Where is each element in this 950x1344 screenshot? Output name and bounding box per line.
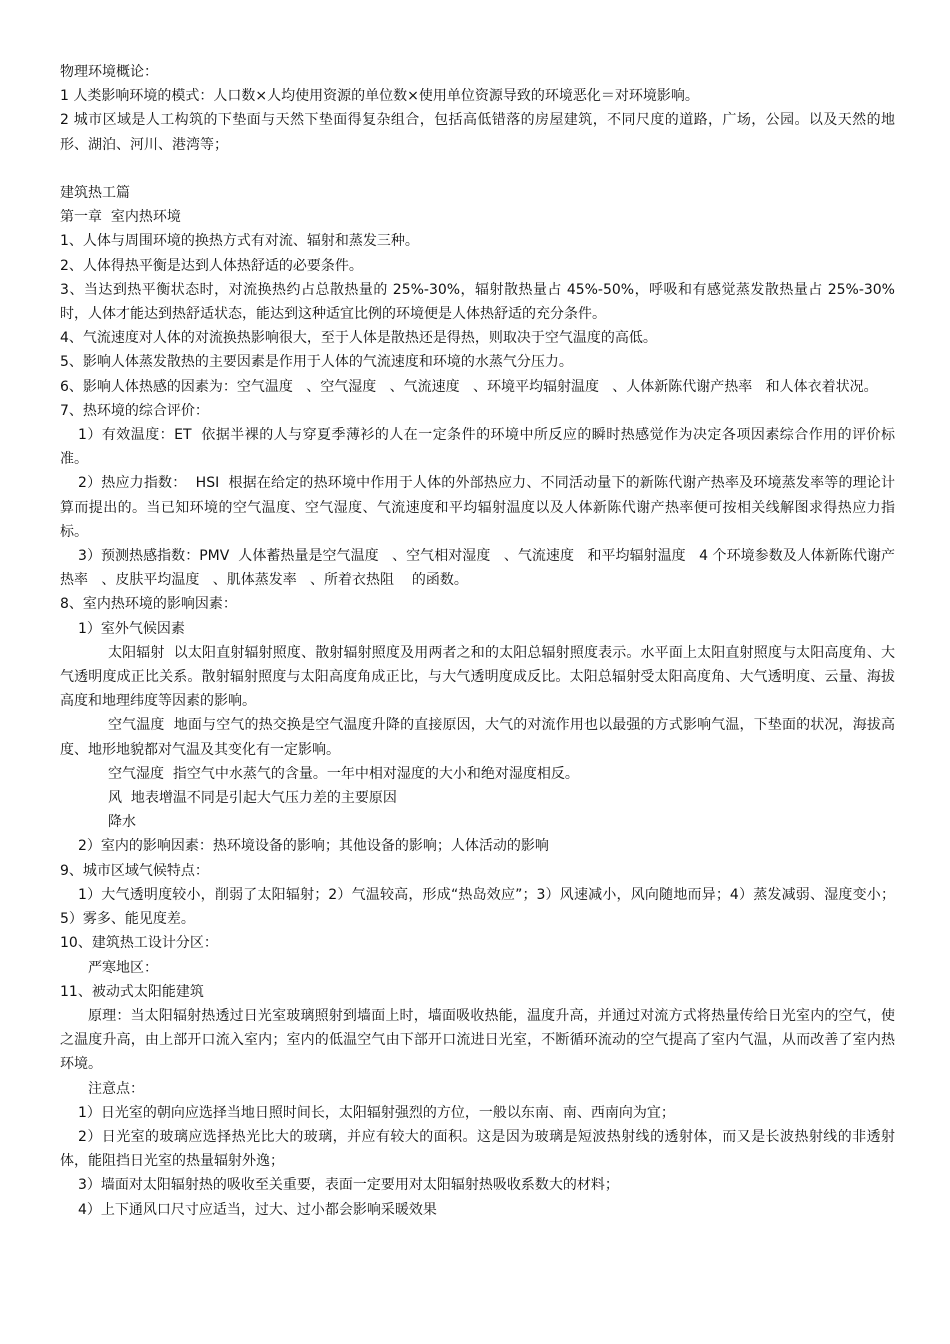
intro-item-1: 1 人类影响环境的模式：人口数×人均使用资源的单位数×使用单位资源导致的环境恶化＝对环境影响。	[60, 88, 699, 105]
point-2: 2、人体得热平衡是达到人体热舒适的必要条件。	[60, 257, 363, 274]
document-body	[60, 60, 895, 1222]
point-8-title: 8、室内热环境的影响因素：	[60, 596, 237, 613]
point-9-features: 1）大气透明度较小，削弱了太阳辐射；2）气温较高，形成“热岛效应”；3）风速减小，风向随地而异；4）蒸发减弱、湿度变小；5）雾多、能见度差。	[60, 886, 895, 928]
chapter-title: 第一章 室内热环境	[60, 209, 181, 226]
point-8-precipitation: 降水	[108, 814, 136, 831]
point-11-note-1: 1）日光室的朝向应选择当地日照时间长，太阳辐射强烈的方位，一般以东南、南、西南向为宜；	[78, 1104, 675, 1121]
point-8-wind: 风 地表增温不同是引起大气压力差的主要原因	[108, 790, 397, 807]
section-title: 建筑热工篇	[60, 185, 130, 201]
point-1: 1、人体与周围环境的换热方式有对流、辐射和蒸发三种。	[60, 233, 419, 250]
point-10-title: 10、建筑热工设计分区：	[60, 935, 218, 952]
point-8-indoor-factors: 2）室内的影响因素：热环境设备的影响；其他设备的影响；人体活动的影响	[78, 838, 549, 855]
point-8-air-humidity: 空气湿度 指空气中水蒸气的含量。一年中相对湿度的大小和绝对湿度相反。	[108, 765, 579, 782]
point-7-pmv: 3）预测热感指数：PMV 人体蓄热量是空气温度 、空气相对湿度 、气流速度 和平均辐射温度 4 个环境参数及人体新陈代谢产热率 、皮肤平均温度 、肌体蒸发率 、所着衣热阻 的函数。	[60, 548, 895, 589]
point-7-effective-temperature: 1）有效温度：ET 依据半裸的人与穿夏季薄衫的人在一定条件的环境中所反应的瞬时热感觉作为决定各项因素综合作用的评价标准。	[60, 427, 895, 468]
point-3: 3、当达到热平衡状态时，对流换热约占总散热量的 25%-30%，辐射散热量占 45%-50%，呼吸和有感觉蒸发散热量占 25%-30%时，人体才能达到热舒适状态，能达到这种适宜比例的环境便是人体热舒适的充分条件。	[60, 281, 895, 323]
point-6: 6、影响人体热感的因素为：空气温度 、空气湿度 、气流速度 、环境平均辐射温度 、人体新陈代谢产热率 和人体衣着状况。	[60, 378, 878, 395]
point-11-note-3: 3）墙面对太阳辐射热的吸收至关重要，表面一定要用对太阳辐射热吸收系数大的材料；	[78, 1177, 619, 1194]
point-11-principle: 原理：当太阳辐射热透过日光室玻璃照射到墙面上时，墙面吸收热能，温度升高，并通过对流方式将热量传给日光室内的空气，使之温度升高，由上部开口流入室内；室内的低温空气由下部开口流进日光室，不断循环流动的空气提高了室内气温，从而改善了室内热环境。	[60, 1007, 895, 1073]
point-11-note-2: 2）日光室的玻璃应选择热光比大的玻璃，并应有较大的面积。这是因为玻璃是短波热射线的透射体，而又是长波热射线的非透射体，能阻挡日光室的热量辐射外逸；	[60, 1128, 895, 1170]
point-9-title: 9、城市区域气候特点：	[60, 862, 209, 879]
intro-item-2: 2 城市区域是人工构筑的下垫面与天然下垫面得复杂组合，包括高低错落的房屋建筑，不同尺度的道路，广场，公园。以及天然的地形、湖泊、河川、港湾等；	[60, 112, 895, 153]
point-5: 5、影响人体蒸发散热的主要因素是作用于人体的气流速度和环境的水蒸气分压力。	[60, 354, 573, 371]
point-7-heat-stress-index: 2）热应力指数： HSI 根据在给定的热环境中作用于人体的外部热应力、不同活动量下的新陈代谢产热率及环境蒸发率等的理论计算而提出的。当已知环境的空气温度、空气湿度、气流速度和平均辐射温度以及人体新陈代谢产热率便可按相关线解图求得热应力指标。	[60, 475, 895, 540]
point-8-solar-radiation: 太阳辐射 以太阳直射辐射照度、散射辐射照度及用两者之和的太阳总辐射照度表示。水平面上太阳直射照度与太阳高度角、大气透明度成正比关系。散射辐射照度与太阳高度角成正比，与大气透明度成反比。太阳总辐射受太阳高度角、大气透明度、云量、海拔高度和地理纬度等因素的影响。	[60, 644, 895, 710]
point-7-title: 7、热环境的综合评价：	[60, 402, 209, 419]
intro-heading: 物理环境概论：	[60, 64, 158, 80]
point-8-air-temperature: 空气温度 地面与空气的热交换是空气温度升降的直接原因，大气的对流作用也以最强的方式影响气温，下垫面的状况，海拔高度、地形地貌都对气温及其变化有一定影响。	[60, 717, 895, 758]
point-11-title: 11、被动式太阳能建筑	[60, 983, 204, 1000]
point-11-notes-title: 注意点：	[88, 1080, 144, 1097]
point-8-outdoor-factors: 1）室外气候因素	[78, 620, 185, 637]
blank-line	[60, 157, 895, 181]
point-4: 4、气流速度对人体的对流换热影响很大，至于人体是散热还是得热，则取决于空气温度的高低。	[60, 330, 657, 347]
point-10-severe-cold: 严寒地区：	[88, 959, 158, 976]
point-11-note-4: 4）上下通风口尺寸应适当，过大、过小都会影响采暖效果	[78, 1201, 437, 1218]
